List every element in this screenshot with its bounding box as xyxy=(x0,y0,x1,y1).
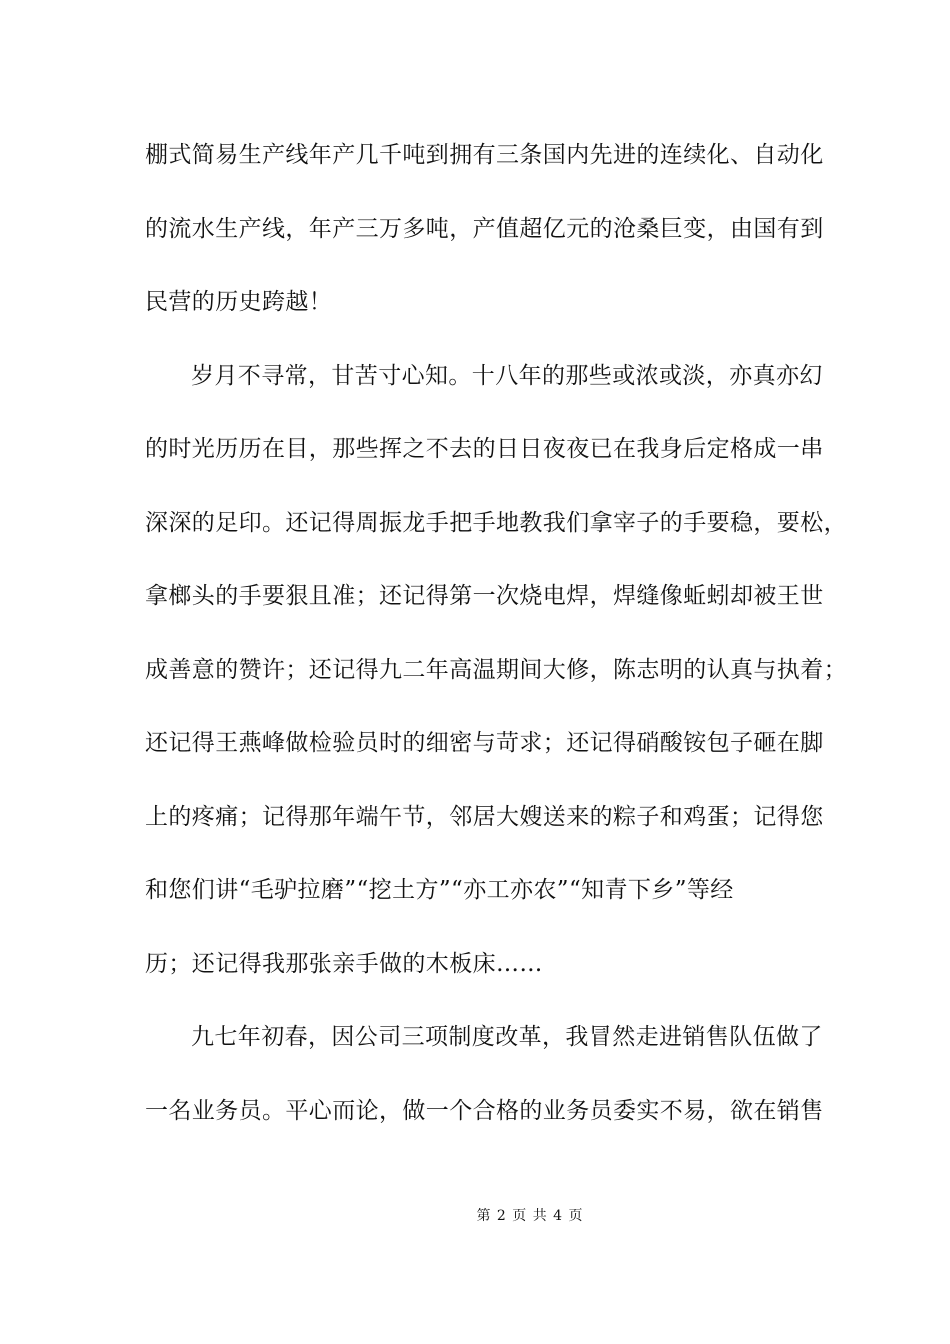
text-line: 历；还记得我那张亲手做的木板床…… xyxy=(145,950,543,977)
text-line: 的时光历历在目，那些挥之不去的日日夜夜已在我身后定格成一串 xyxy=(145,436,824,462)
page-number-footer: 第 2 页 共 4 页 xyxy=(476,1208,584,1224)
text-line: 上的疼痛；记得那年端午节，邻居大嫂送来的粽子和鸡蛋；记得您 xyxy=(145,803,824,830)
text-line: 的流水生产线，年产三万多吨，产值超亿元的沧桑巨变，由国有到 xyxy=(145,215,824,242)
text-line: 拿榔头的手要狠且准；还记得第一次烧电焊，焊缝像蚯蚓却被王世 xyxy=(145,583,824,609)
text-line: 棚式简易生产线年产几千吨到拥有三条国内先进的连续化、自动化 xyxy=(145,142,824,168)
text-line: 还记得王燕峰做检验员时的细密与苛求；还记得硝酸铵包子砸在脚 xyxy=(145,730,824,756)
text-line: 和您们讲“毛驴拉磨”“挖土方”“亦工亦农”“知青下乡”等经 xyxy=(145,877,734,903)
body-text xyxy=(145,128,847,1157)
text-line: 深深的足印。还记得周振龙手把手地教我们拿宰子的手要稳，要松， xyxy=(145,509,847,536)
text-line: 民营的历史跨越！ xyxy=(145,289,333,315)
text-line: 成善意的赞许；还记得九二年高温期间大修，陈志明的认真与执着； xyxy=(145,656,847,683)
paragraph-start-line: 九七年初春，因公司三项制度改革，我冒然走进销售队伍做了 xyxy=(191,1024,823,1050)
text-line: 一名业务员。平心而论，做一个合格的业务员委实不易，欲在销售 xyxy=(145,1097,824,1124)
paragraph-start-line: 岁月不寻常，甘苦寸心知。十八年的那些或浓或淡，亦真亦幻 xyxy=(191,362,823,389)
